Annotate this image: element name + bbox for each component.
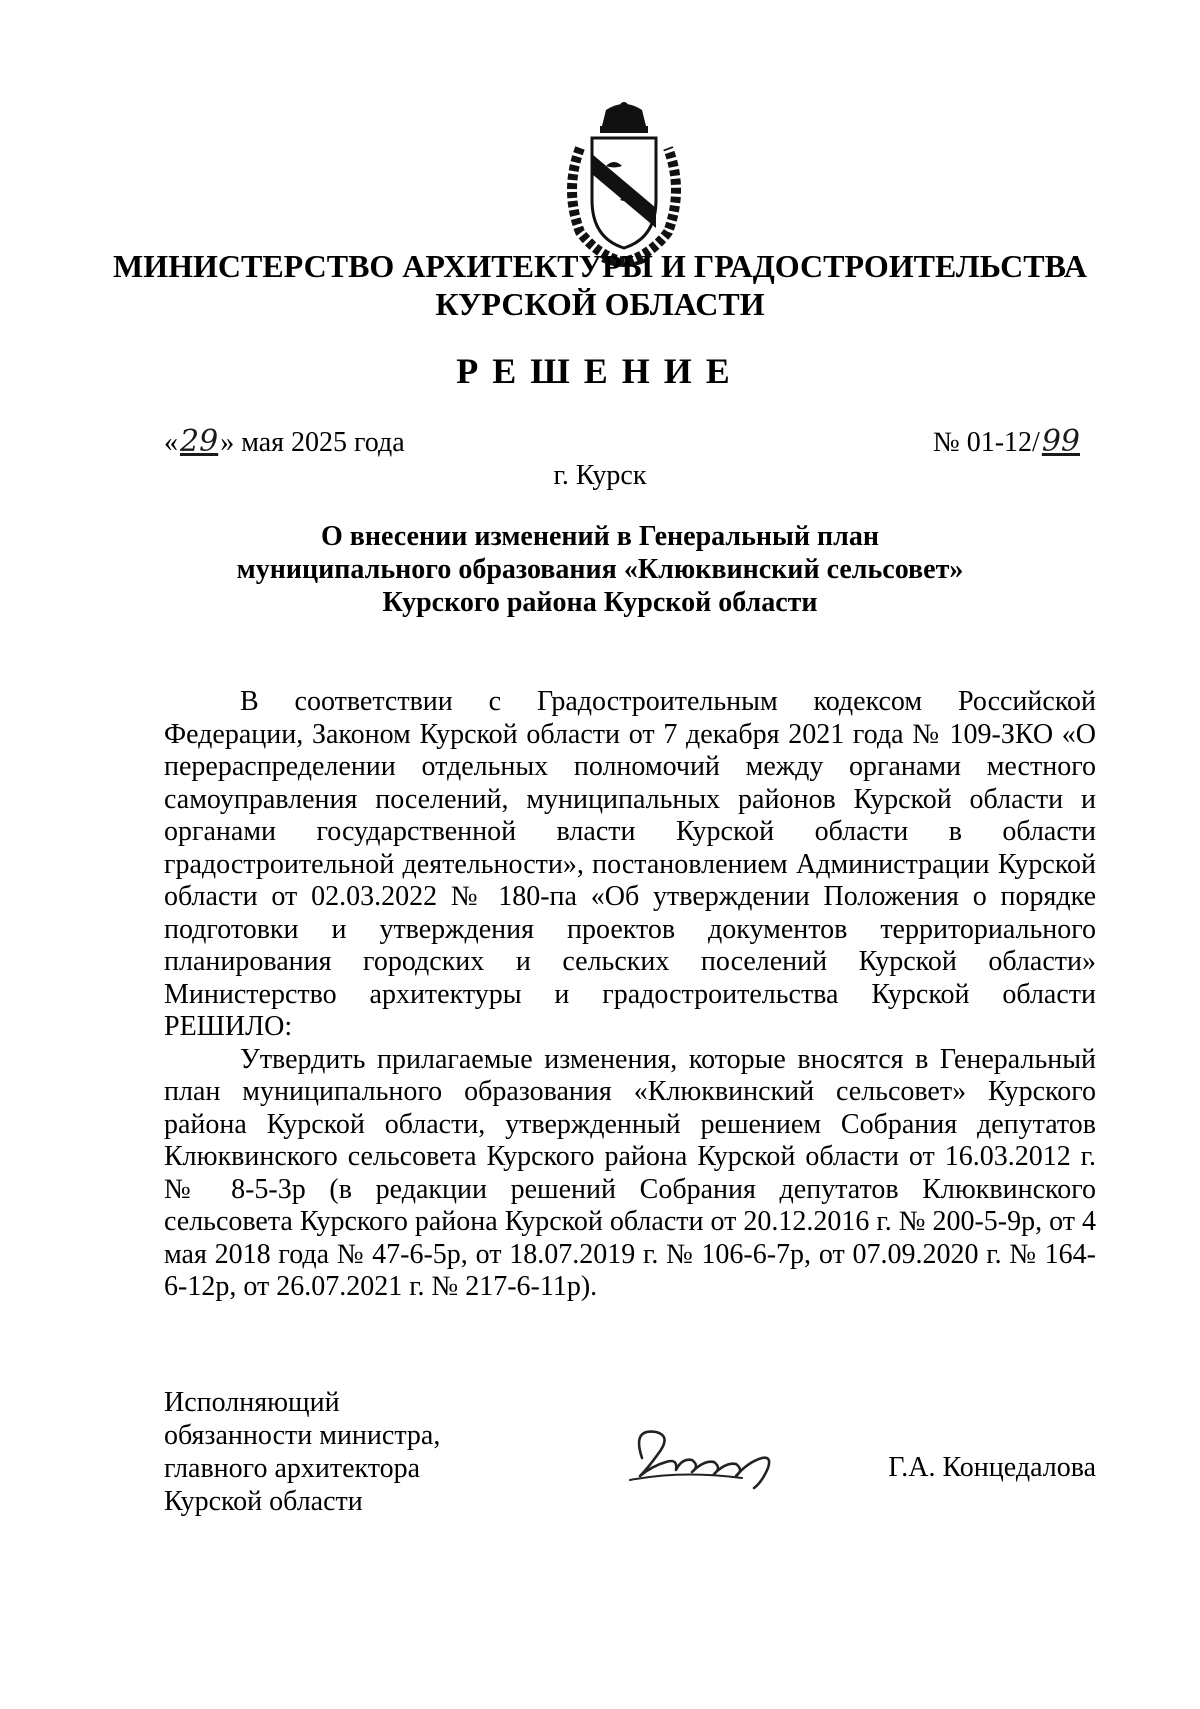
document-type-title: РЕШЕНИЕ — [456, 351, 744, 391]
number-prefix: № 01-12/ — [932, 427, 1040, 458]
decision-number — [933, 424, 1096, 459]
number-suffix-handwritten: 99 — [1041, 424, 1080, 459]
ministry-name-line1: МИНИСТЕРСТВО АРХИТЕКТУРЫ И ГРАДОСТРОИТЕЛЬСТВА — [113, 248, 1087, 284]
signer-position-line4: Курской области — [164, 1486, 363, 1517]
subject-line1: О внесении изменений в Генеральный план — [320, 521, 880, 552]
signature-icon — [622, 1418, 792, 1490]
coat-of-arms-icon — [562, 100, 686, 270]
date-rest: » мая 2025 года — [220, 427, 405, 458]
signer-position-line3: главного архитектора — [164, 1453, 421, 1484]
decision-date — [164, 424, 405, 459]
signer-position-line1: Исполняющий — [164, 1387, 340, 1418]
date-open-quote: « — [164, 427, 178, 458]
signer-position-line2: обязанности министра, — [164, 1420, 441, 1451]
signer-position — [164, 1386, 440, 1518]
issue-city: г. Курск — [553, 460, 647, 491]
subject-line2: муниципального образования «Клюквинский сельсовет» — [236, 554, 964, 585]
decision-body — [164, 686, 1096, 1304]
signer-name: Г.А. Концедалова — [888, 1452, 1096, 1483]
date-day-handwritten: 29 — [180, 424, 219, 459]
ministry-name-line2: КУРСКОЙ ОБЛАСТИ — [435, 286, 765, 322]
body-paragraph-resolution: Утвердить прилагаемые изменения, которые вносятся в Генеральный план муниципального образования «Клюквинский сельсовет» Курского района Курской области, утвержденный решением Собрания депутатов Клюквинского сельсовета Курского района Курской области от 16.03.2012 г. № 8-5-3р (в редакции решений Собрания депутатов Клюквинского сельсовета Курского района Курской области от 20.12.2016 г. № 200-5-9р, от 4 мая 2018 года № 47-6-5р, от 18.07.2019 г. № 106-6-7р, от 07.09.2020 г. № 164-6-12р, от 26.07.2021 г. № 217-6-11р). — [164, 1043, 1096, 1302]
subject-line3: Курского района Курской области — [382, 587, 818, 618]
body-paragraph-preamble: В соответствии с Градостроительным кодексом Российской Федерации, Законом Курской области от 7 декабря 2021 года № 109-ЗКО «О перераспределении отдельных полномочий между органами местного самоуправления поселений, муниципальных районов Курской области и органами государственной власти Курской области в области градостроительной деятельности», постановлением Администрации Курской области от 02.03.2022 № 180-па «Об утверждении Положения о порядке подготовки и утверждения проектов документов территориального планирования городских и сельских поселений Курской области» Министерство архитектуры и градостроительства Курской области РЕШИЛО: — [164, 686, 1096, 1042]
decision-subject — [0, 520, 1200, 619]
